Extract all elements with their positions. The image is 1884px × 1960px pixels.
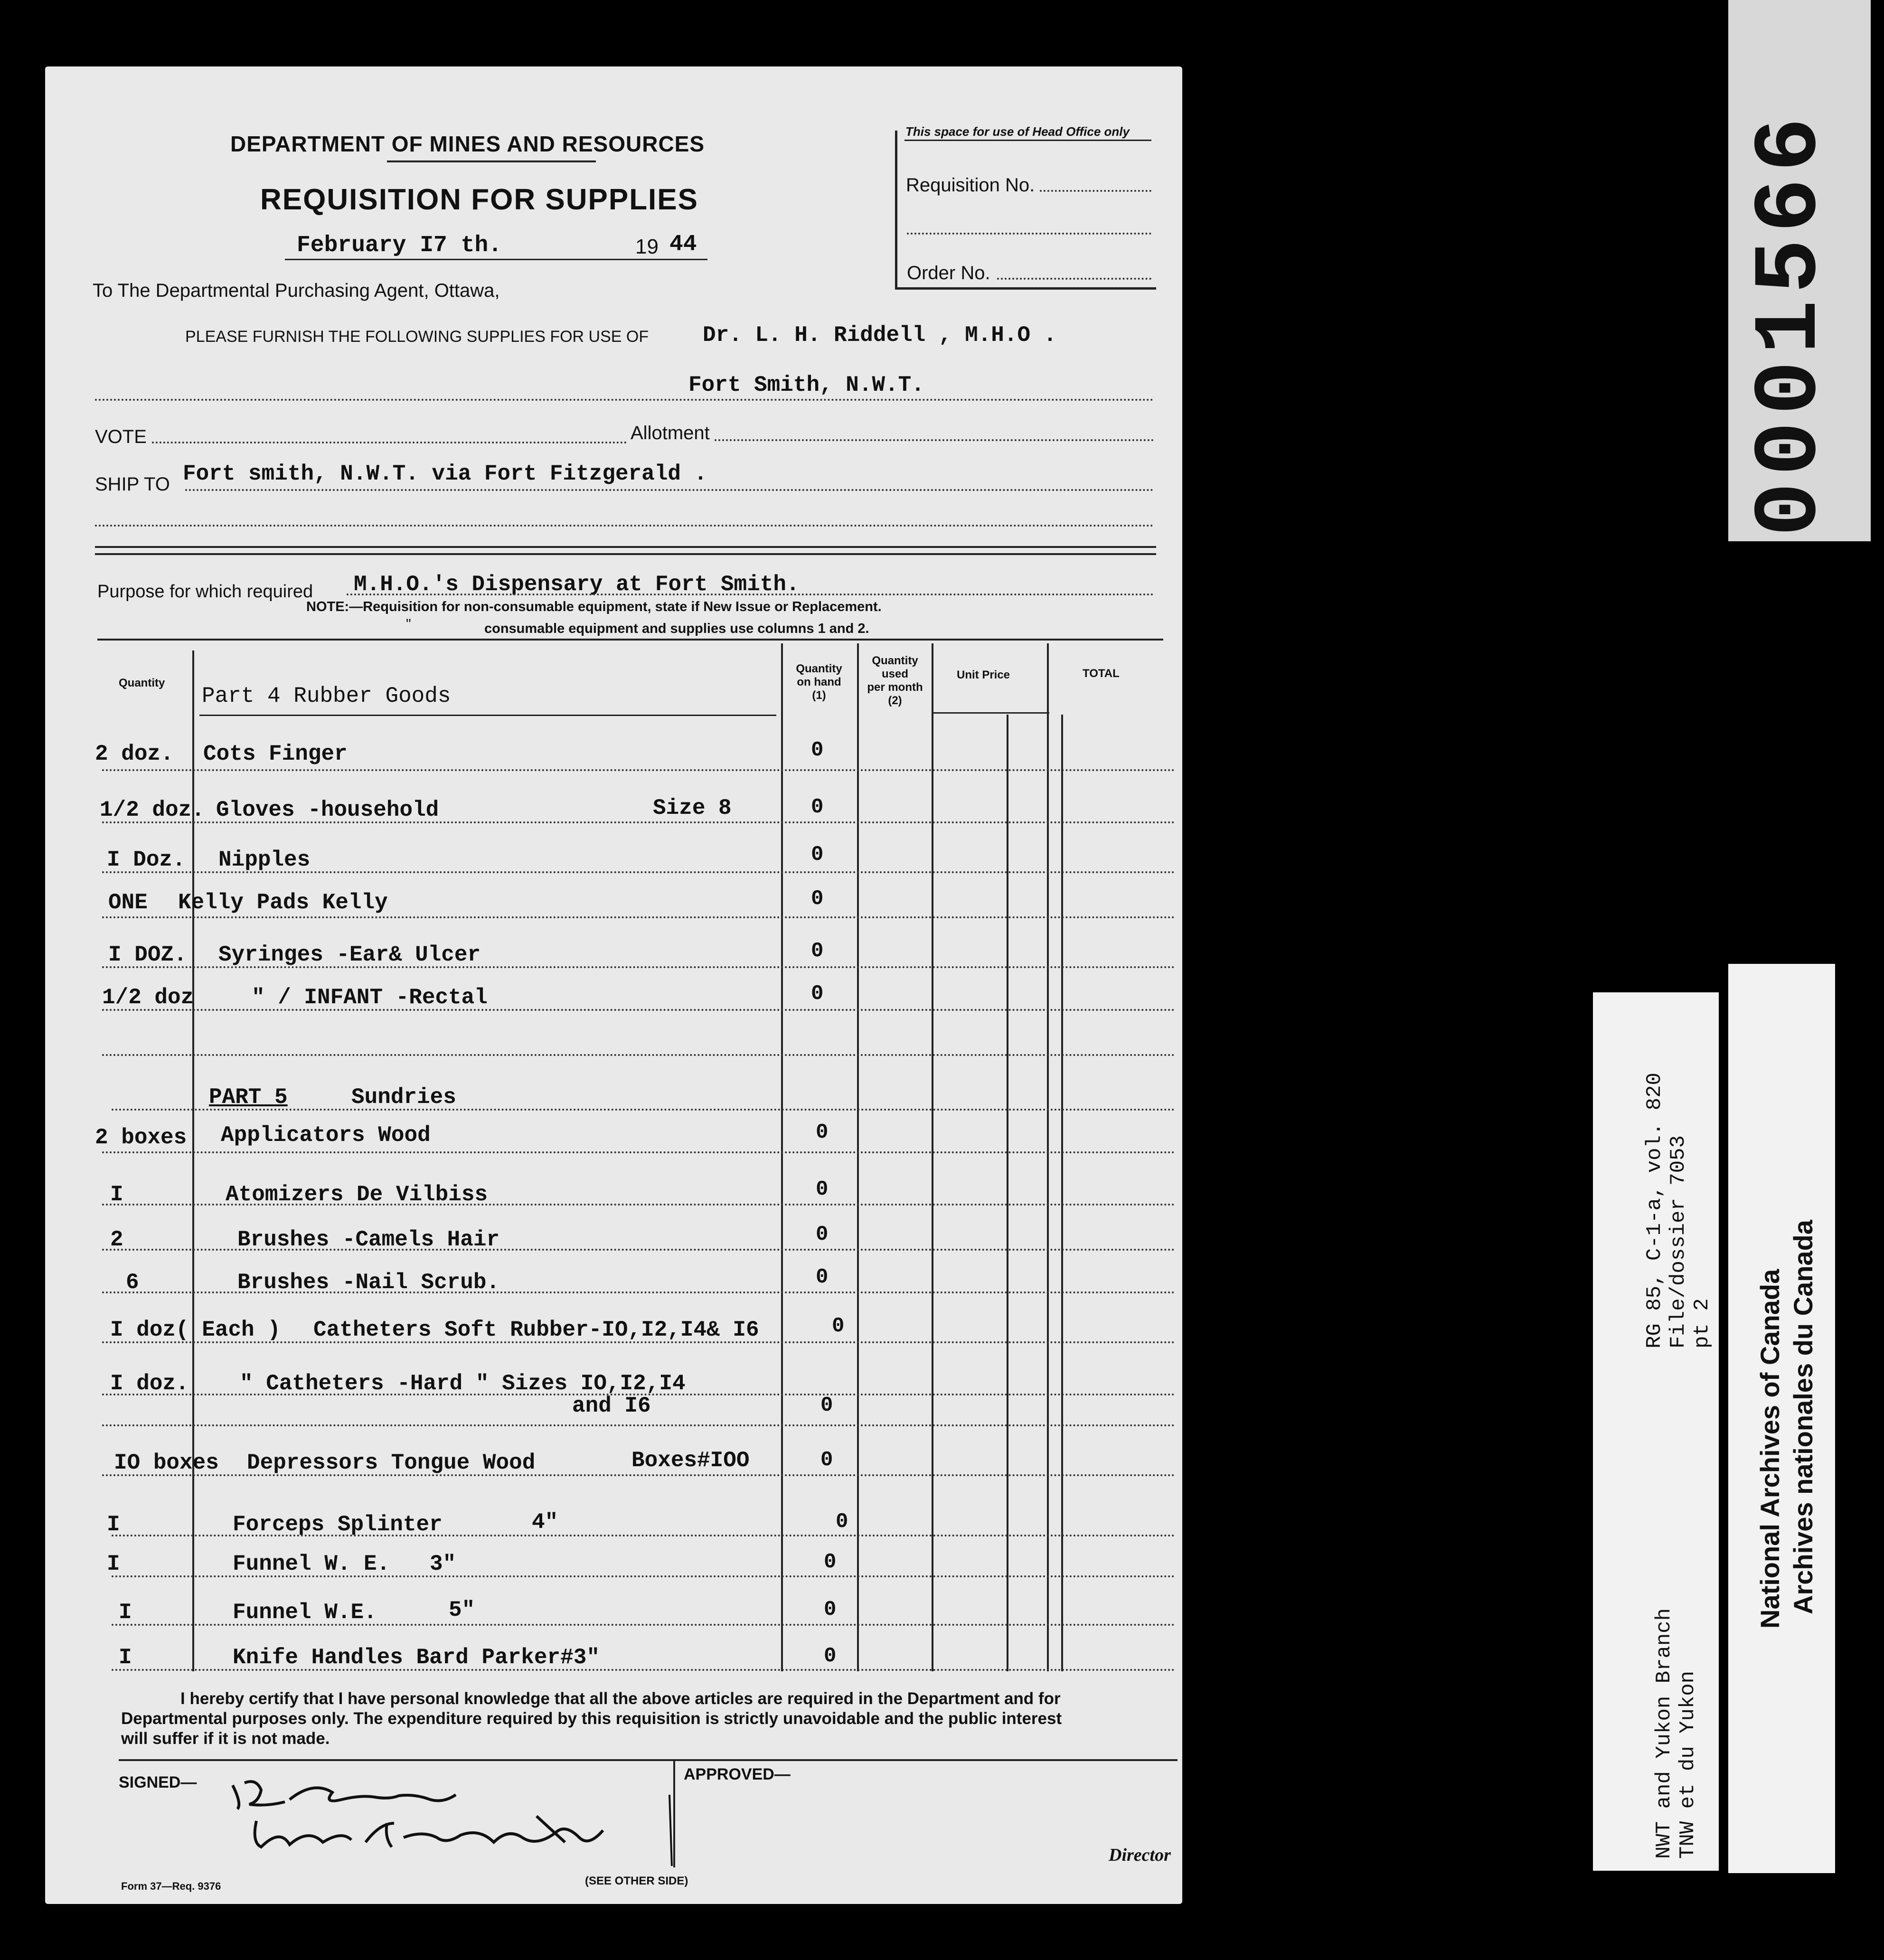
row-item: Funnel W. E.: [233, 1552, 390, 1576]
row-onhand: 0: [816, 1265, 829, 1289]
row-line: [102, 1291, 1175, 1293]
row-qty: 1/2 doz.: [100, 798, 205, 822]
row-qty: ONE: [108, 890, 148, 915]
row-qty: I: [110, 1182, 123, 1207]
row-line: [112, 1669, 1175, 1671]
col-unit-price: Unit Price: [957, 669, 1010, 681]
row-onhand: 0: [820, 1394, 833, 1417]
branch-line-2: TNW et du Yukon: [1676, 1670, 1700, 1859]
handwritten-signature: [223, 1776, 688, 1871]
row-item: " / INFANT -Rectal: [252, 985, 488, 1010]
row-qty: 1/2 doz: [102, 985, 194, 1010]
row-line: [102, 871, 1175, 873]
furnish-value: Dr. L. H. Riddell , M.H.O .: [703, 323, 1057, 348]
archive-ref-2: File/dossier 7053: [1667, 1135, 1690, 1348]
row-item: Atomizers De Vilbiss: [226, 1182, 488, 1207]
row-line: [102, 966, 1175, 968]
year-prefix: 19: [635, 235, 659, 258]
row-line: [102, 1249, 1175, 1251]
furnish-line-2: [95, 399, 1154, 401]
see-other-side: (SEE OTHER SIDE): [585, 1875, 688, 1887]
row-line: [102, 1151, 1175, 1153]
signature: [223, 1776, 688, 1871]
row-onhand: 0: [811, 738, 824, 762]
row-item: Catheters Soft Rubber-IO,I2,I4& I6: [313, 1318, 759, 1342]
header-bottom-rule: [933, 712, 1049, 714]
row-item: Nipples: [218, 848, 311, 872]
row-onhand: 0: [811, 939, 824, 963]
archives-fr: Archives nationales du Canada: [1788, 1220, 1818, 1614]
ship-to-line-2: [95, 525, 1154, 527]
to-line: To The Departmental Purchasing Agent, Ottawa,: [93, 280, 500, 301]
form-title: REQUISITION FOR SUPPLIES: [260, 183, 698, 216]
row-line-blank: [102, 1054, 1175, 1056]
requisition-no-label: Requisition No.: [906, 175, 1035, 196]
head-office-underline: [904, 140, 1151, 141]
row-onhand: 0: [811, 982, 824, 1006]
ship-to-label: SHIP TO: [95, 474, 170, 495]
row-item: Applicators Wood: [221, 1123, 431, 1148]
col-on-hand: [788, 662, 850, 702]
col-sep-used: [932, 643, 933, 1671]
part5-line: [112, 1109, 1175, 1111]
row-onhand: 0: [824, 1598, 837, 1621]
col-used-l2: used: [881, 668, 908, 680]
row-qty: I DOZ.: [108, 942, 187, 967]
row-qty: I Doz.: [107, 848, 186, 872]
department-title: DEPARTMENT OF MINES AND RESOURCES: [230, 132, 705, 156]
note-quote: ": [406, 616, 411, 632]
row-item: Cots Finger: [203, 742, 348, 766]
col-used-l4: (2): [888, 694, 902, 707]
row-qty: 6: [126, 1270, 139, 1295]
frame-number: 0001566: [1740, 111, 1842, 537]
archive-ref-1: RG 85, C-1-a, vol. 820: [1643, 1073, 1667, 1348]
date-value: February I7 th.: [297, 233, 502, 258]
row-line: [102, 1424, 1175, 1426]
requisition-no-field-2[interactable]: [907, 233, 1151, 235]
row-qty: 2 doz.: [95, 742, 174, 766]
row-extra: 4": [532, 1510, 558, 1535]
row-item: Funnel W.E.: [233, 1600, 377, 1625]
row-qty: I: [119, 1645, 132, 1670]
archive-ref-3: pt 2: [1690, 1298, 1714, 1348]
row-onhand: 0: [811, 887, 824, 911]
row-line: [112, 1575, 1175, 1577]
row-onhand: 0: [816, 1121, 829, 1144]
row-qty: 2 boxes: [95, 1125, 187, 1150]
part5-label: PART 5: [209, 1085, 288, 1110]
row-line: [102, 1474, 1175, 1476]
col-on-hand-l2: on hand: [797, 676, 841, 688]
vote-label: VOTE: [95, 426, 147, 447]
row-line: [102, 916, 1175, 918]
double-rule-bottom: [95, 553, 1156, 555]
row-line: [102, 1341, 1175, 1343]
row-line: [102, 769, 1175, 771]
furnish-label: PLEASE FURNISH THE FOLLOWING SUPPLIES FOR USE OF: [185, 328, 649, 346]
row-item: Kelly Pads Kelly: [178, 890, 388, 915]
row-onhand: 0: [811, 795, 824, 819]
col-quantity: Quantity: [119, 677, 165, 689]
row-item: Brushes -Nail Scrub.: [237, 1270, 500, 1295]
note-line-1: NOTE:—Requisition for non-consumable equipment, state if New Issue or Replacement.: [306, 599, 882, 614]
row-onhand: 0: [824, 1550, 837, 1574]
row-qty: I: [107, 1552, 120, 1576]
col-on-hand-l3: (1): [812, 689, 826, 702]
row-onhand: 0: [811, 843, 824, 867]
row-item: Depressors Tongue Wood: [247, 1451, 536, 1475]
signature-rule: [119, 1759, 1178, 1761]
row-onhand: 0: [816, 1223, 829, 1246]
row-qty: I doz.: [110, 1371, 189, 1396]
col-used-l1: Quantity: [872, 654, 918, 667]
row-item: Knife Handles Bard Parker#3": [233, 1645, 600, 1670]
ship-to-value: Fort smith, N.W.T. via Fort Fitzgerald .: [183, 462, 707, 486]
col-sep-unit-a: [1007, 715, 1008, 1671]
row-onhand: 0: [832, 1314, 845, 1338]
row-qty: I: [119, 1600, 132, 1625]
form-reference: Form 37—Req. 9376: [121, 1880, 221, 1892]
table-top-rule: [97, 639, 1163, 641]
requisition-no-field[interactable]: [1040, 190, 1151, 192]
row-onhand: 0: [836, 1510, 848, 1534]
row-line: [102, 1204, 1175, 1206]
ship-to-line-1: [185, 489, 1154, 491]
branch-line-1: NWT and Yukon Branch: [1652, 1608, 1676, 1859]
note-line-2: consumable equipment and supplies use columns 1 and 2.: [484, 621, 869, 636]
vote-field[interactable]: [152, 442, 627, 443]
row-qty: IO boxes: [114, 1451, 219, 1475]
director-label: Director: [1109, 1845, 1171, 1865]
purpose-label: Purpose for which required: [97, 582, 313, 602]
col-on-hand-l1: Quantity: [796, 662, 842, 675]
col-total: TOTAL: [1083, 667, 1120, 680]
cert-line-2: Departmental purposes only. The expenditure required by this requisition is strictly unavoidable and the public interest: [121, 1709, 1062, 1728]
col-used-l3: per month: [867, 681, 923, 694]
row-item: " Catheters -Hard " Sizes IO,I2,I4: [240, 1371, 686, 1396]
department-underline: [387, 160, 596, 162]
double-rule-top: [95, 546, 1156, 548]
col-sep-item: [781, 643, 783, 1671]
row-extra: Boxes#IOO: [631, 1448, 750, 1473]
row-qty: I: [107, 1512, 120, 1537]
row-item: Forceps Splinter: [233, 1512, 443, 1537]
row-line: [102, 1009, 1175, 1011]
approved-label: APPROVED—: [684, 1765, 791, 1783]
purpose-line: [347, 594, 1154, 595]
allotment-field[interactable]: [715, 439, 1154, 441]
row-item: Gloves -household: [216, 798, 439, 822]
row-item: Syringes -Ear& Ulcer: [218, 942, 481, 967]
row-item: Brushes -Camels Hair: [237, 1227, 500, 1252]
row-item-2: and I6: [572, 1394, 651, 1418]
row-extra: 3": [430, 1552, 456, 1576]
archives-en: National Archives of Canada: [1755, 1269, 1785, 1629]
col-sep-onhand: [857, 643, 859, 1671]
row-onhand: 0: [820, 1448, 833, 1472]
year-value: 44: [669, 232, 697, 257]
order-no-field[interactable]: [997, 278, 1151, 280]
head-office-title: This space for use of Head Office only: [905, 124, 1130, 139]
order-no-label: Order No.: [907, 263, 990, 283]
col-used: [862, 654, 928, 707]
signed-label: SIGNED—: [119, 1773, 197, 1791]
row-extra: 5": [449, 1598, 475, 1622]
row-onhand: 0: [824, 1644, 837, 1668]
col-sep-total: [1061, 715, 1063, 1671]
part5-heading: Sundries: [351, 1085, 456, 1110]
allotment-label: Allotment: [631, 423, 710, 443]
row-onhand: 0: [816, 1178, 829, 1201]
row-line: [112, 1535, 1175, 1536]
col-sep-unit: [1047, 643, 1049, 1671]
row-line: [112, 1624, 1175, 1626]
furnish-location: Fort Smith, N.W.T.: [688, 373, 924, 397]
cert-line-1: I hereby certify that I have personal knowledge that all the above articles are required in the Department and for: [180, 1689, 1061, 1708]
row-qty: I doz( Each ): [110, 1318, 281, 1342]
row-extra: Size 8: [653, 796, 732, 820]
cert-line-3: will suffer if it is not made.: [121, 1729, 330, 1748]
row-line: [102, 821, 1175, 823]
row-qty: 2: [110, 1227, 123, 1252]
part4-underline: [199, 715, 776, 716]
purpose-value: M.H.O.'s Dispensary at Fort Smith.: [354, 572, 800, 597]
date-underline: [285, 259, 707, 260]
part4-heading: Part 4 Rubber Goods: [202, 684, 451, 708]
row-line: [102, 1394, 1175, 1395]
